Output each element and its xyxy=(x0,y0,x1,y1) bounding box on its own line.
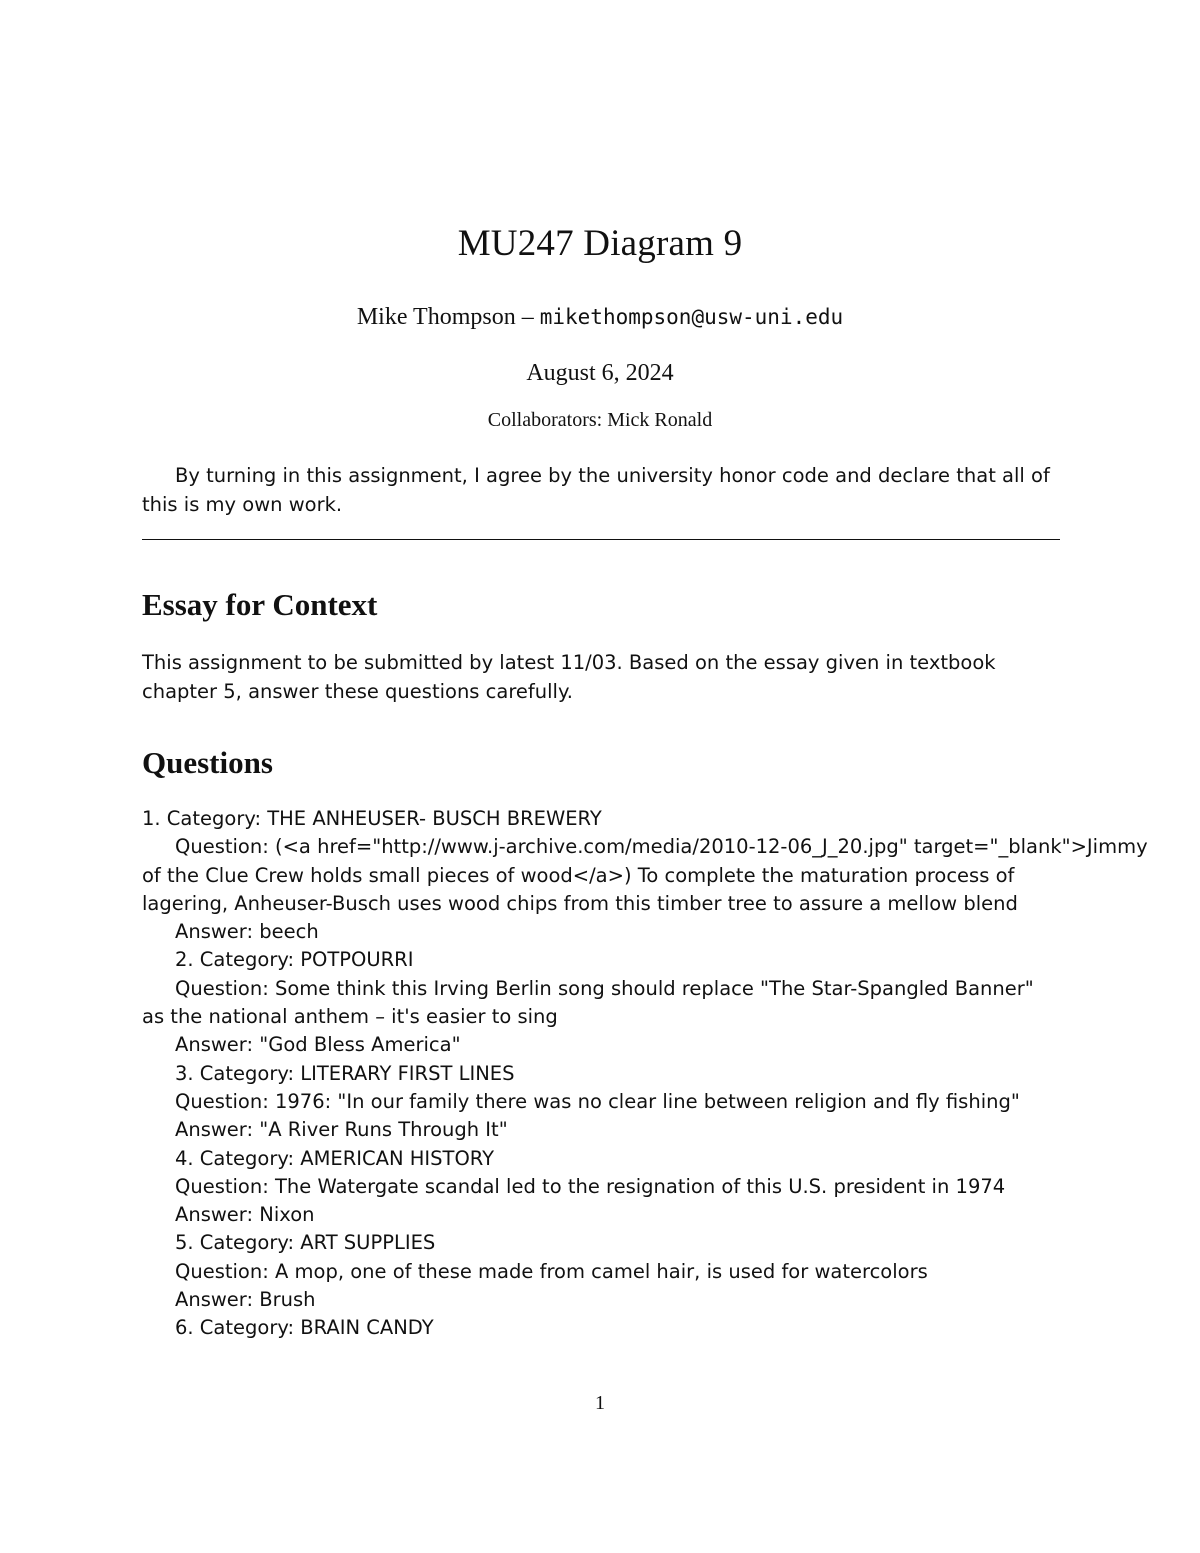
q5-question: Question: A mop, one of these made from camel hair, is used for watercolors xyxy=(175,1259,928,1283)
page-number: 1 xyxy=(595,1392,605,1414)
q6-category: 6. Category: BRAIN CANDY xyxy=(175,1316,434,1340)
q1-question-line1: Question: (<a href="http://www.j-archive.com/media/2010-12-06_J_20.jpg" target="_blank">Jimmy xyxy=(175,835,1148,859)
q4-question: Question: The Watergate scandal led to the resignation of this U.S. president in 1974 xyxy=(175,1174,1006,1198)
q3-question: Question: 1976: "In our family there was no clear line between religion and fly fishing" xyxy=(175,1089,1020,1113)
document-title: MU247 Diagram 9 xyxy=(457,223,743,264)
q1-category: 1. Category: THE ANHEUSER- BUSCH BREWERY xyxy=(142,807,602,830)
author-separator: – xyxy=(515,304,540,330)
honor-pledge: By turning in this assignment, I agree by the university honor code and declare that all of this is my own work. xyxy=(142,464,1050,516)
q2-category: 2. Category: POTPOURRI xyxy=(175,948,414,972)
q1-question-line2: of the Clue Crew holds small pieces of wood</a>) To complete the maturation process of xyxy=(142,863,1015,887)
q4-answer: Answer: Nixon xyxy=(175,1203,315,1227)
q2-answer: Answer: "God Bless America" xyxy=(175,1033,461,1057)
q1-question-line3: lagering, Anheuser-Busch uses wood chips from this timber tree to assure a mellow blend xyxy=(142,891,1018,915)
questions-list xyxy=(142,805,1148,1343)
q3-category: 3. Category: LITERARY FIRST LINES xyxy=(175,1061,515,1085)
q3-answer: Answer: "A River Runs Through It" xyxy=(175,1118,508,1142)
q4-category: 4. Category: AMERICAN HISTORY xyxy=(175,1146,495,1170)
author-email: mikethompson@usw-uni.edu xyxy=(539,305,844,329)
q2-question-line1: Question: Some think this Irving Berlin song should replace "The Star-Spangled Banner" xyxy=(175,976,1034,1000)
horizontal-rule xyxy=(142,539,1060,540)
q2-question-line2: as the national anthem – it's easier to sing xyxy=(142,1005,558,1029)
q1-answer: Answer: beech xyxy=(175,920,319,944)
author-line xyxy=(0,304,1200,331)
essay-text: This assignment to be submitted by latest 11/03. Based on the essay given in textbook chapter 5, answer these questions carefully. xyxy=(142,651,996,703)
collaborators: Collaborators: Mick Ronald xyxy=(487,409,713,431)
questions-heading: Questions xyxy=(142,745,273,780)
q5-answer: Answer: Brush xyxy=(175,1288,316,1312)
essay-heading: Essay for Context xyxy=(142,587,378,622)
q5-category: 5. Category: ART SUPPLIES xyxy=(175,1231,436,1255)
document-date: August 6, 2024 xyxy=(526,360,674,386)
author-name: Mike Thompson xyxy=(356,304,516,330)
